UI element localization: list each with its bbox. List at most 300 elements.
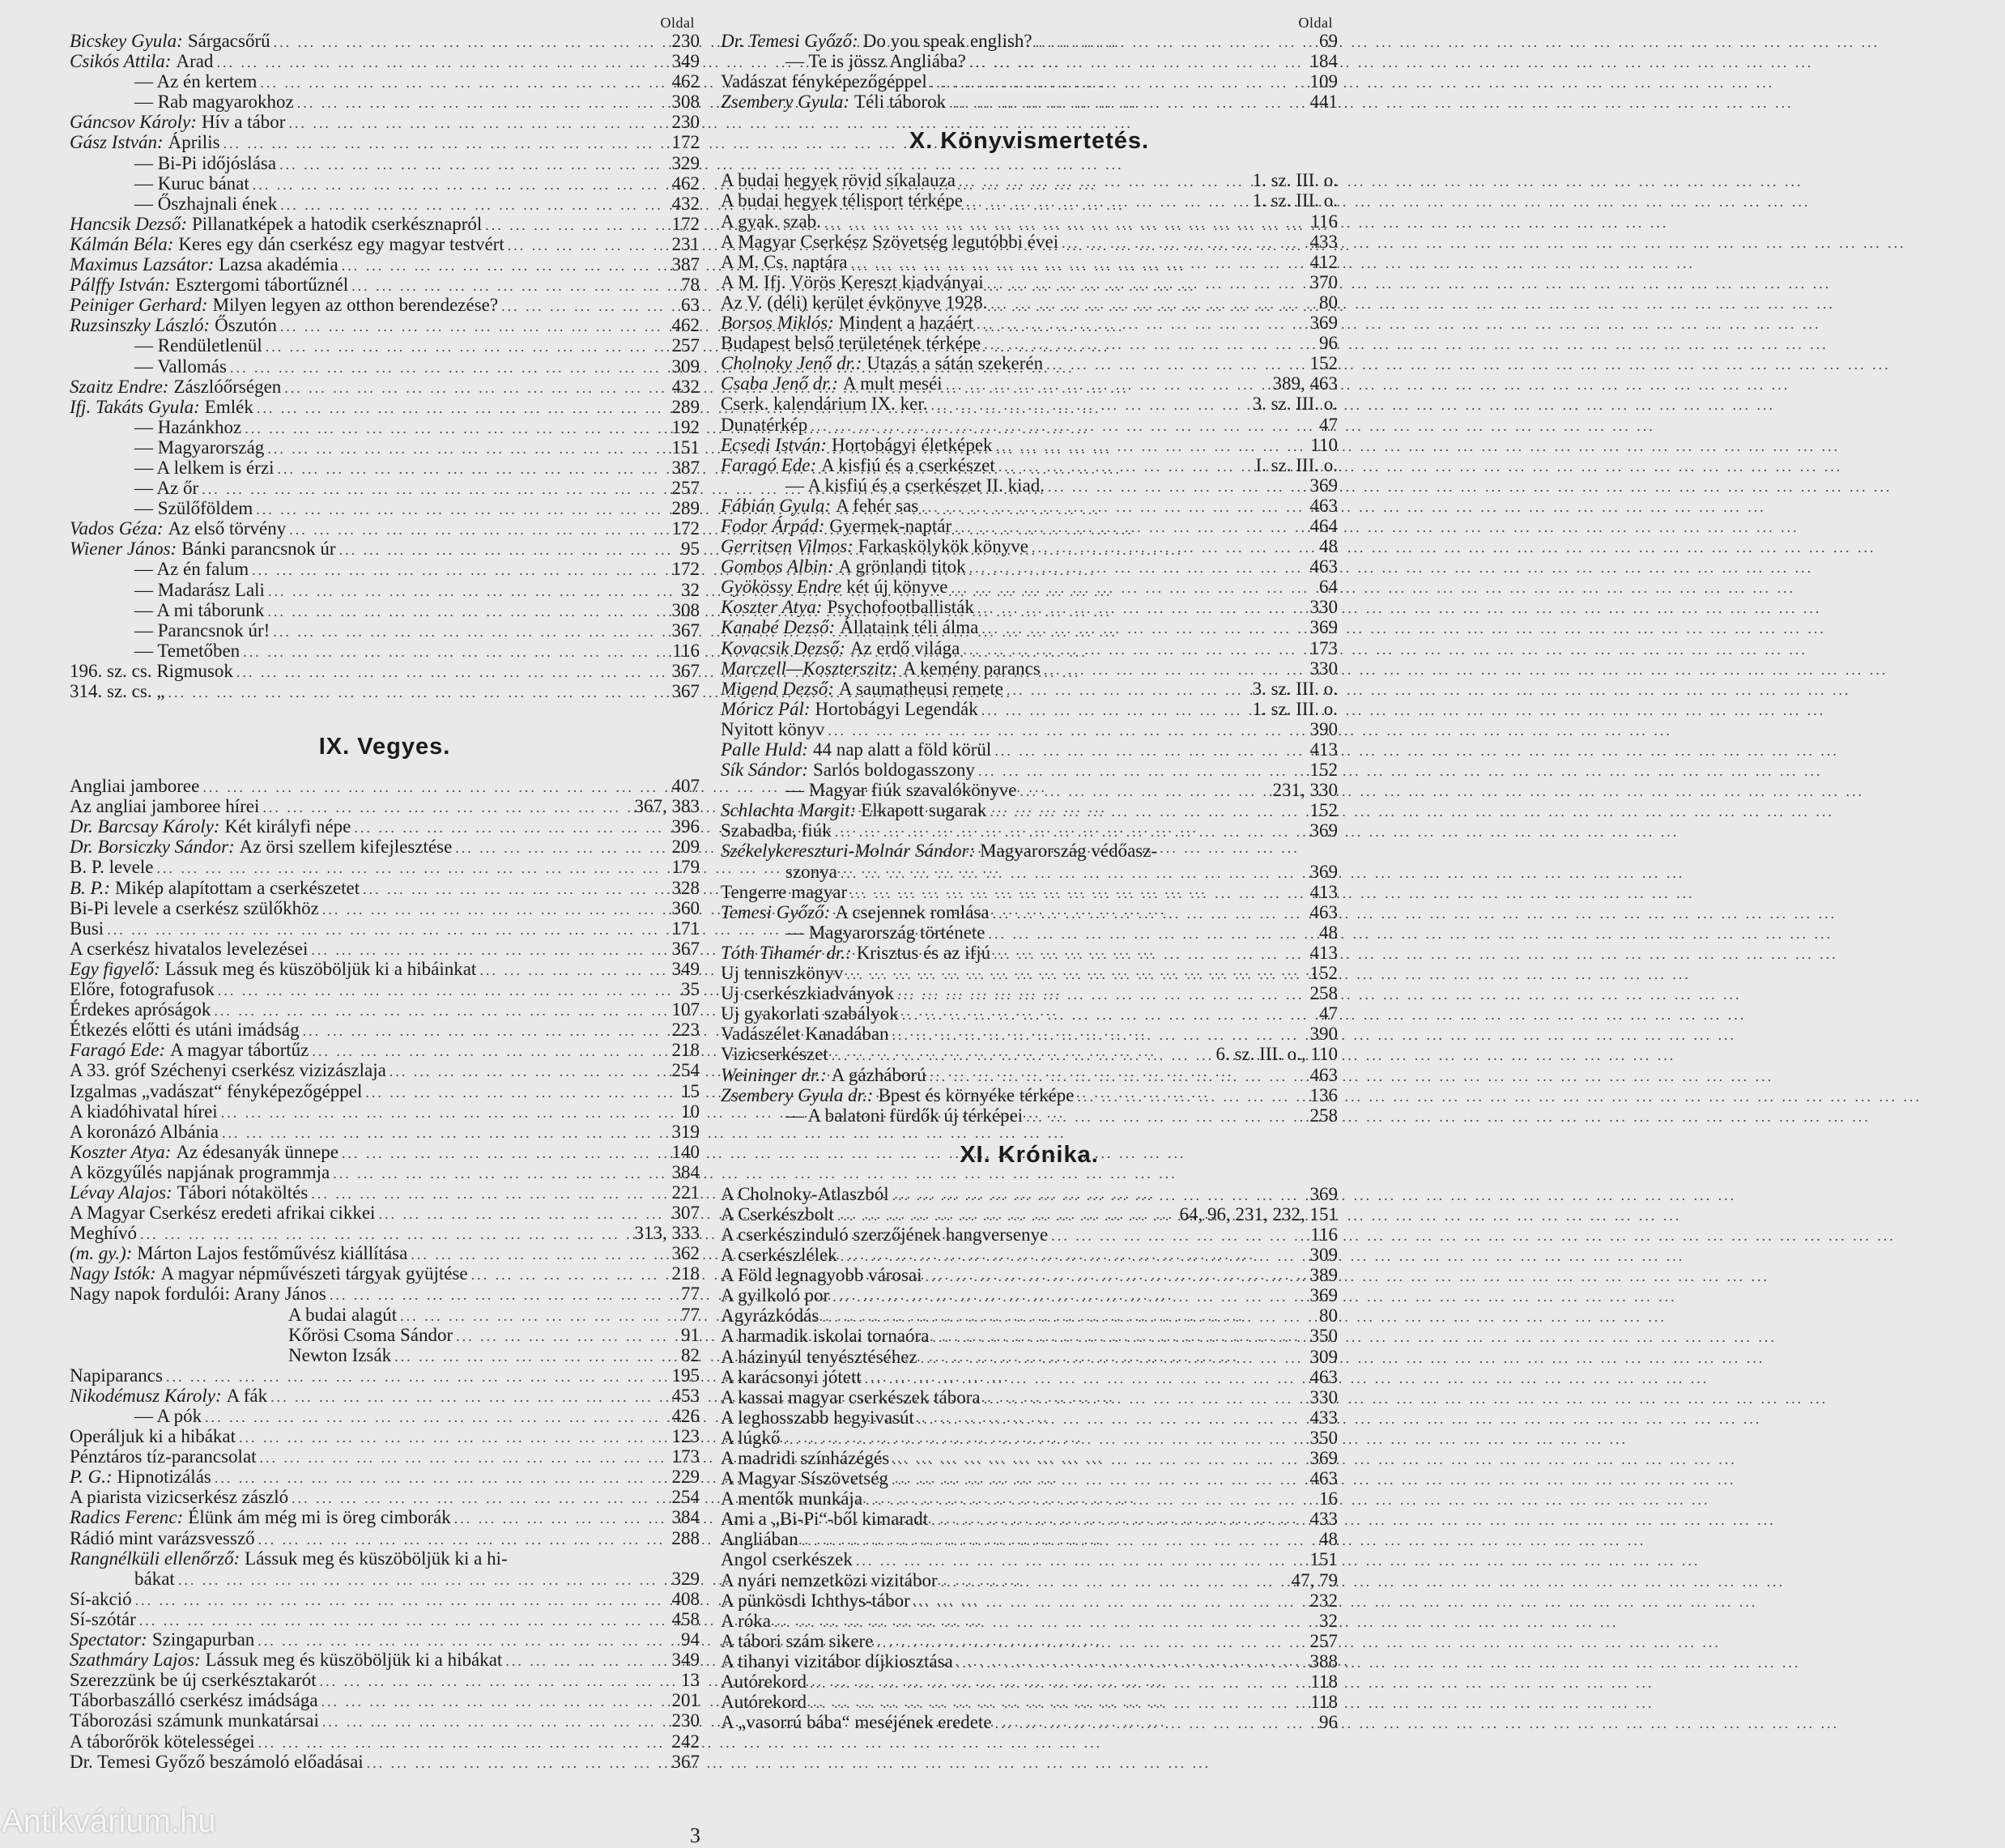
index-entry [721,31,1338,51]
index-entry [70,959,700,979]
index-entry [721,252,1338,272]
index-entry [70,173,700,194]
entry-author: P. G.: [70,1467,113,1488]
entry-text [721,1631,873,1651]
entry-page: 110 [1310,434,1338,455]
dot-leader [267,602,658,622]
entry-text [70,837,452,857]
entry-text [721,1509,928,1529]
entry-page: 258 [1309,1105,1338,1126]
index-entry [70,681,700,701]
dot-leader [1046,355,1296,375]
entry-text [70,1305,397,1325]
dot-leader [178,1570,658,1590]
index-entry [721,699,1338,719]
entry-text [70,939,308,959]
entry-page: 289 [671,396,700,417]
page-column-header: Oldal [660,15,695,31]
entry-text [70,681,165,701]
entry-page: 463 [1309,495,1338,516]
dot-leader [297,93,658,113]
entry-title: Esztergomi tábortűznél [175,275,349,296]
entry-text [70,478,198,498]
entry-text [70,1487,288,1507]
entry-text [721,577,947,597]
entry-text [70,275,348,295]
entry-title: Lazsa akadémia [219,254,338,275]
entry-title: Az örsi szellem kifejlesztése [239,837,453,858]
entry-author: Borsos Miklós: [721,313,834,334]
entry-page: 349 [671,51,700,72]
entry-page: 387 [671,254,700,275]
index-entry [70,1122,700,1142]
index-entry [70,837,700,857]
entry-text [721,800,986,820]
entry-text [70,1122,219,1142]
entry-title: A Magyar Cserkész Szövetség legutóbbi évei [721,231,1059,252]
entry-page: 433 [1309,1407,1338,1428]
entry-title: A Cserkészbolt [721,1203,834,1224]
entry-page: 184 [1309,51,1338,72]
dot-leader [941,1572,1288,1592]
entry-author: Palle Huld: [721,739,808,760]
entry-page: 3. sz. III. o. [1252,394,1338,415]
entry-author: Maximus Lazsátor: [70,254,215,275]
dot-leader [222,1123,658,1143]
entry-text [721,943,990,963]
index-entry [721,1105,1338,1126]
entry-page: 441 [1309,92,1338,113]
dot-leader [892,1186,1296,1206]
entry-title: Gyermek-naptár [829,515,952,536]
entry-text [70,1670,317,1690]
entry-text [70,816,351,837]
index-entry [70,857,700,877]
dot-leader [135,1590,658,1611]
entry-page: 309 [671,356,700,377]
entry-title: Sárgacsőrű [187,31,270,51]
entry-page: 140 [671,1141,700,1162]
entry-page: 172 [671,132,700,153]
entry-title: 314. sz. cs. „ [70,681,165,701]
index-entry [70,1284,700,1304]
entry-title: Étkezés előtti és utáni imádság [70,1020,300,1041]
dot-leader [913,1592,1296,1612]
entry-text [70,1528,255,1548]
entry-title: Busi [70,918,104,939]
entry-page: 230 [671,31,700,51]
entry-title: Uj tenniszkönyv [721,963,844,984]
entry-title: — Kuruc bánat [134,172,249,194]
dot-leader [930,1067,1296,1087]
entry-text [70,776,199,796]
index-entry [721,1265,1338,1285]
index-entry [70,1142,700,1162]
entry-page: 230 [671,1710,700,1731]
entry-author: Nikodémusz Károly: [70,1385,222,1406]
entry-title: Angliai jamboree [70,776,200,797]
entry-author: Kanabé Dezső: [721,617,836,638]
entry-page: 229 [671,1467,700,1488]
index-entry [70,1040,700,1060]
dot-leader [342,1143,658,1164]
index-entry [70,796,700,816]
dot-leader [993,904,1296,924]
dot-leader [351,276,658,296]
entry-page: 94 [681,1629,700,1650]
index-entry [721,1024,1338,1044]
index-entry [721,617,1338,637]
section-xi-list [721,1184,1338,1733]
entry-page: 369 [1309,861,1338,882]
entry-title: A kisfiú és a cserkészet [821,454,995,475]
entry-title: Utazás a sátán szekerén [866,353,1044,374]
dot-leader [984,1389,1296,1409]
entry-text [721,1692,807,1712]
entry-page: 201 [671,1690,700,1711]
index-entry [70,1081,700,1101]
page-number: 3 [690,1824,700,1847]
entry-page: 173 [671,1446,700,1467]
entry-page: 116 [1310,211,1338,232]
entry-page: 330 [1309,597,1338,618]
entry-title: Autórekord [721,1671,807,1693]
index-entry [70,979,700,999]
entry-text [70,1406,202,1426]
entry-text [70,620,270,641]
entry-page: 48 [1319,536,1338,557]
entry-page: 432 [671,193,700,214]
index-entry [721,1305,1338,1326]
entry-page: 152 [1309,353,1338,374]
entry-text [721,1407,914,1428]
entry-page: 384 [671,1161,700,1182]
entry-page: 231, 330 [1272,780,1338,801]
entry-title: Autórekord [721,1692,807,1713]
entry-title: két új könyve [846,577,948,598]
dot-leader [951,578,1296,598]
index-entry [721,983,1338,1003]
index-entry [721,963,1338,983]
dot-leader [342,256,658,276]
entry-title: Állataink téli álma [840,617,979,638]
entry-page: 64, 96, 231, 232, 151 [1179,1203,1338,1224]
index-entry [721,1529,1338,1549]
dot-leader [866,1490,1296,1510]
dot-leader [390,1062,658,1082]
entry-text [721,780,1017,800]
entry-page: 35 [681,979,700,1000]
entry-title: Őszutón [215,315,277,336]
entry-title: — Madarász Lali [134,579,265,600]
entry-author: Faragó Ede: [70,1040,166,1061]
entry-text [70,417,241,437]
entry-title: Do you speak english? [862,31,1032,51]
index-entry [721,333,1338,353]
entry-title: Angliában [721,1529,798,1550]
entry-title: A „vasorrú bába“ meséjének eredete [721,1712,992,1733]
entry-text [70,377,281,397]
entry-text [721,719,824,739]
entry-text [70,1569,175,1589]
entry-title: A gyak. szab. [721,211,821,232]
entry-text [721,252,848,272]
entry-page: 118 [1310,1692,1338,1713]
entry-text [721,739,991,760]
dot-leader [930,395,1249,415]
entry-author: Székelykereszturi-Molnár Sándor: [721,841,976,862]
dot-leader [257,398,658,419]
entry-page: 396 [671,816,700,837]
index-entry [70,776,700,796]
entry-page: 390 [1309,1024,1338,1045]
entry-page: 195 [671,1365,700,1386]
dot-leader [262,798,631,818]
entry-text [70,1345,391,1365]
dot-leader [339,540,658,560]
entry-title: Hív a tábor [201,112,286,133]
section-xi-title: XI. Krónika. [960,1141,1099,1168]
entry-text [721,536,1028,556]
index-entry [70,1731,700,1752]
entry-title: A csejennek romlása [835,901,990,922]
entry-title: A piarista vizicserkész zászló [70,1487,289,1508]
dot-leader [243,642,658,662]
index-entry [70,1182,700,1203]
entry-page: 242 [671,1731,700,1752]
entry-page: 95 [681,539,700,560]
entry-title: A pünkösdi Ichthys-tábor [721,1590,910,1611]
entry-text [70,979,215,999]
entry-text [70,1223,137,1243]
entry-text [721,1326,929,1346]
entry-text [70,1162,330,1182]
entry-text [721,658,1041,679]
dot-leader [505,1651,658,1671]
index-entry [70,999,700,1020]
index-entry [70,1752,700,1772]
entry-page: 370 [1309,271,1338,292]
entry-text [70,898,319,918]
entry-page: 413 [1309,739,1338,760]
entry-title: Bánki parancsnok úr [181,539,336,560]
index-entry [70,1528,700,1548]
entry-page: 6. sz. III. o., 110 [1215,1044,1338,1065]
entry-title: A budai hegyek rövid síkalauza [721,170,956,191]
entry-text [721,31,1032,51]
entry-text [70,1629,254,1650]
dot-leader [253,175,658,195]
dot-leader [258,1733,658,1753]
entry-page: 329 [671,1568,700,1589]
entry-title: A Föld legnagyobb városai [721,1265,922,1286]
entry-text [70,112,285,132]
dot-leader [1044,660,1296,680]
entry-page: 116 [672,640,700,661]
entry-page: 13 [681,1670,700,1691]
index-entry [721,71,1338,92]
entry-page: 257 [1309,1630,1338,1651]
entry-title: Előre, fotografusok [70,979,215,1000]
entry-text [70,1020,300,1040]
entry-page: 319 [671,1121,700,1142]
entry-page: 223 [671,1020,700,1041]
dot-leader [485,215,658,236]
index-entry [70,1406,700,1426]
entry-text [721,190,963,211]
entry-text [721,333,981,353]
entry-text [70,1325,453,1345]
entry-page: 152 [1309,760,1338,781]
entry-title: Meghívó [70,1223,138,1244]
entry-page: 367 [671,1751,700,1772]
index-entry [70,1345,700,1365]
entry-title: Magyarország védőasz- [980,841,1158,862]
entry-page: 360 [671,897,700,918]
entry-title: Érdekes apróságok [70,999,211,1020]
entry-title: — Magyarország története [785,922,985,943]
entry-text [721,902,990,922]
dot-leader [280,195,658,215]
entry-page: 96 [1319,1712,1338,1733]
entry-page: 413 [1309,881,1338,902]
dot-leader [260,73,658,93]
dot-leader [230,358,658,378]
index-entry [721,516,1338,536]
entry-title: Lássuk meg és küszöböljük ki a hi- [245,1548,508,1569]
entry-text [721,862,837,882]
entry-text [721,475,1045,496]
entry-text [721,963,843,983]
index-entry [721,170,1338,190]
dot-leader [501,296,658,317]
entry-page: 48 [1319,1529,1338,1550]
entry-text [721,1065,926,1085]
entry-author: Peiniger Gerhard: [70,295,208,316]
entry-text [721,882,847,902]
entry-author: Dr. Barcsay Károly: [70,816,220,837]
entry-title: Milyen legyen az otthon berendezése? [212,295,499,316]
entry-text [70,31,270,51]
entry-page: 369 [1309,475,1338,496]
entry-text [721,699,978,719]
dot-leader [810,1693,1296,1714]
index-entry [70,335,700,356]
entry-title: A budai hegyek télisport térképe [721,190,963,211]
index-entry [70,1203,700,1223]
entry-title: — Magyar fiúk szavalókönyve [785,780,1017,801]
entry-text [70,1101,218,1122]
index-entry [70,816,700,837]
entry-page: 254 [671,1487,700,1508]
dot-leader [998,457,1253,477]
entry-text [70,194,277,214]
entry-author: Gáncsov Károly: [70,112,197,133]
entry-title: — Az én falum [134,559,249,580]
dot-leader [245,419,658,439]
dot-leader [956,1653,1296,1673]
index-entry [721,292,1338,313]
right-top-list [721,31,1338,112]
entry-author: Weininger dr.: [721,1064,827,1085]
dot-leader [846,964,1296,985]
dot-leader [902,1005,1296,1025]
dot-leader [311,1184,658,1204]
entry-page: 369 [1309,313,1338,334]
entry-author: Bicskey Gyula: [70,31,183,51]
dot-leader [774,1612,1296,1633]
entry-title: Az angliai jamboree hírei [70,796,260,817]
entry-page: 179 [671,857,700,878]
dot-leader [949,93,1296,113]
dot-leader [987,274,1296,294]
section-ix-title: IX. Vegyes. [318,734,451,760]
entry-title: Keres egy dán cserkész egy magyar testvért [178,233,504,254]
index-entry [70,214,700,234]
entry-author: Zsembery Gyula dr.: [721,1084,874,1105]
entry-title: Az első törvény [168,518,287,539]
dot-leader [311,940,658,960]
entry-text [70,397,253,417]
dot-leader [832,1287,1296,1307]
index-entry [70,356,700,377]
dot-leader [969,558,1296,578]
right-column [721,15,1338,1732]
entry-text [70,1690,318,1710]
index-entry [721,1448,1338,1468]
entry-text [721,841,1157,861]
entry-author: Ruzsinszky László: [70,315,211,336]
entry-text [70,857,154,877]
index-entry [721,536,1338,556]
entry-page: 152 [1309,800,1338,821]
dot-leader [810,1673,1296,1693]
entry-title: A Cholnoky-Atlaszból [721,1183,889,1204]
entry-page: 80 [1319,292,1338,313]
entry-text [721,51,966,71]
entry-page: 78 [681,275,700,296]
dot-leader [274,32,658,53]
index-entry [70,1670,700,1690]
entry-title: A Magyar Cserkész eredeti afrikai cikkei [70,1203,376,1224]
entry-text [721,496,918,516]
dot-leader [946,375,1270,395]
dot-leader [394,1347,658,1367]
entry-page: 16 [1319,1488,1338,1509]
entry-text [721,435,993,455]
entry-text [70,1142,338,1162]
entry-page: 96 [1319,333,1338,354]
dot-leader [981,619,1296,639]
entry-title: A budai alagút [288,1304,398,1325]
entry-page: 48 [1319,922,1338,943]
entry-page: 453 [671,1385,700,1406]
entry-page: 307 [671,1203,700,1224]
entry-author: Marczell—Koszterszitz: [721,658,898,679]
entry-title: Budapest belső területének térképe [721,333,981,354]
index-entry [721,841,1338,861]
dot-leader [931,1510,1296,1531]
dot-leader [166,1367,658,1387]
entry-text [721,455,995,475]
entry-text [721,1611,771,1631]
index-entry [721,1003,1338,1024]
entry-title: Newton Izsák [288,1344,392,1365]
entry-page: 151 [671,436,700,458]
index-entry [721,475,1338,496]
index-entry [70,641,700,661]
dot-leader [969,53,1296,73]
